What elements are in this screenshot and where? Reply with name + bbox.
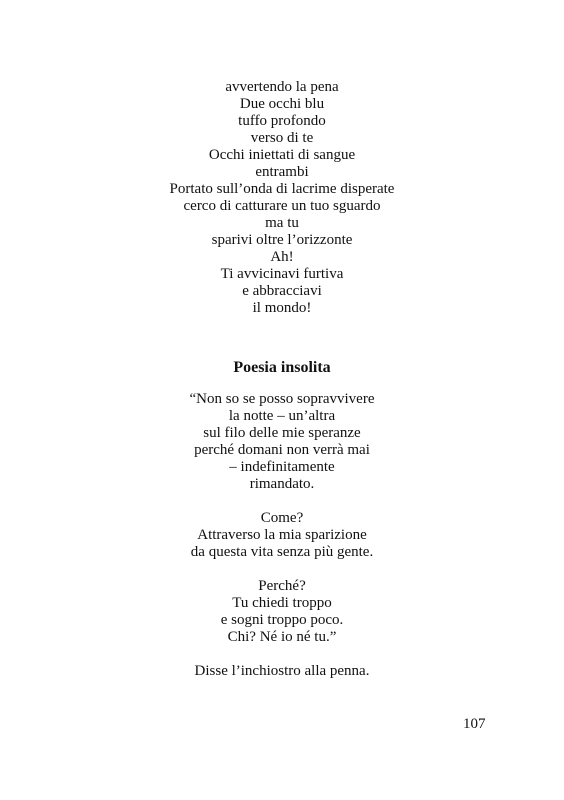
poem-line: Due occhi blu — [239, 96, 325, 112]
stanza — [0, 578, 564, 646]
poem-body — [0, 391, 564, 680]
poem-line: Tu chiedi troppo — [232, 595, 332, 611]
poem-line: sparivi oltre l’orizzonte — [211, 232, 353, 248]
poem-line: Ti avvicinavi furtiva — [220, 266, 344, 282]
poem-line: tuffo profondo — [238, 113, 326, 129]
stanza-gap — [0, 493, 564, 510]
page-number: 107 — [463, 716, 486, 732]
poem-line: – indefinitamente — [229, 459, 335, 475]
poem-line: verso di te — [250, 130, 314, 146]
poem-line: Perché? — [258, 578, 306, 594]
poem-line: e abbracciavi — [242, 283, 322, 299]
stanza-gap — [0, 561, 564, 578]
poem-line: “Non so se posso sopravvivere — [189, 391, 375, 407]
poem-line: Attraverso la mia sparizione — [197, 527, 367, 543]
poem-continuation — [0, 79, 564, 317]
poem-title: Poesia insolita — [233, 359, 331, 376]
stanza-gap — [0, 646, 564, 663]
stanza — [0, 510, 564, 561]
poem-line: avvertendo la pena — [225, 79, 339, 95]
poem-line: Ah! — [270, 249, 294, 265]
poem-line: sul filo delle mie speranze — [203, 425, 361, 441]
poem-line: e sogni troppo poco. — [220, 612, 344, 628]
poem-line: perché domani non verrà mai — [194, 442, 370, 458]
poem-line: rimandato. — [249, 476, 315, 492]
poem-line: da questa vita senza più gente. — [190, 544, 374, 560]
poem-line: il mondo! — [252, 300, 312, 316]
poem-line: Occhi iniettati di sangue — [208, 147, 356, 163]
stanza — [0, 663, 564, 680]
poem-line: la notte – un’altra — [228, 408, 336, 424]
poem-line: Chi? Né io né tu.” — [227, 629, 337, 645]
poem-line: ma tu — [265, 215, 299, 231]
poem-line: entrambi — [255, 164, 309, 180]
stanza — [0, 391, 564, 493]
poem-line: cerco di catturare un tuo sguardo — [183, 198, 381, 214]
poem-line: Come? — [260, 510, 304, 526]
poem-line: Portato sull’onda di lacrime disperate — [169, 181, 395, 197]
poem-line: Disse l’inchiostro alla penna. — [194, 663, 370, 679]
